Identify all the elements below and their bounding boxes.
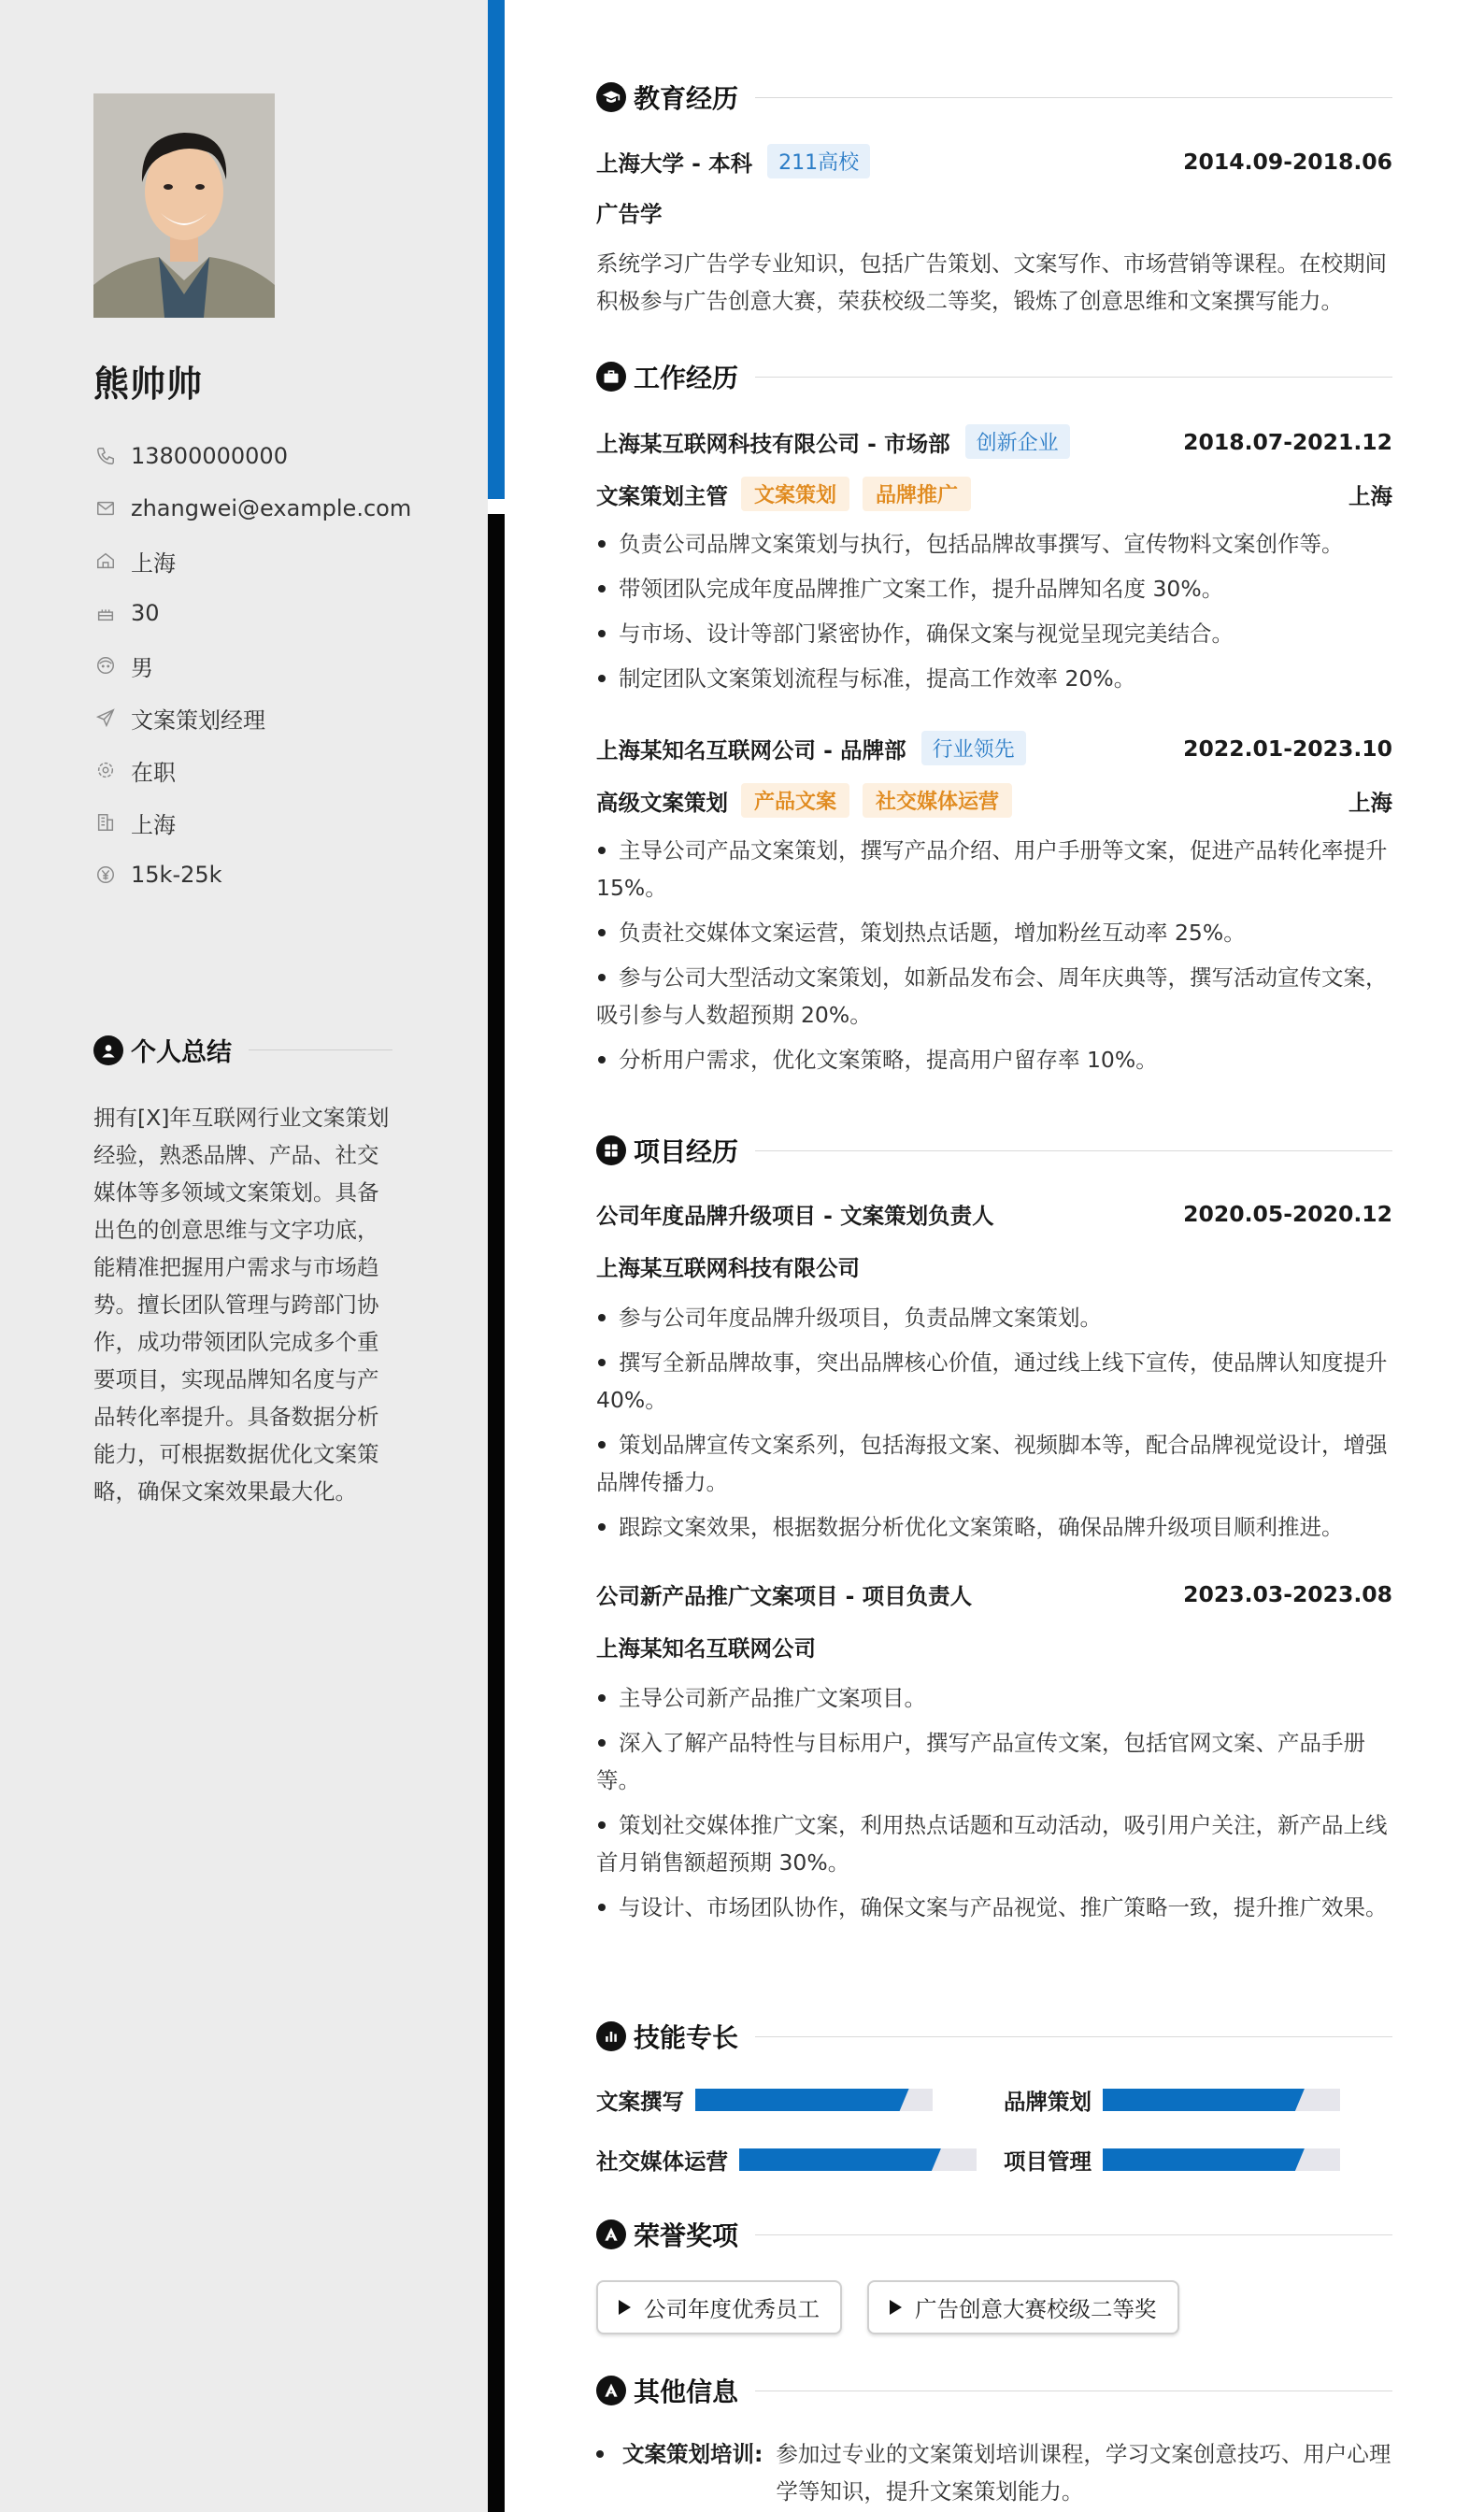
list-item: 与市场、设计等部门紧密协作，确保文案与视觉呈现完美结合。 xyxy=(596,615,1392,652)
skill-bar xyxy=(695,2089,933,2111)
project-2-company-row xyxy=(596,1631,1392,1663)
list-item: 策划社交媒体推广文案，利用热点话题和互动活动，吸引用户关注，新产品上线首月销售额超预期 30%。 xyxy=(596,1812,1388,1876)
list-item: 参与公司年度品牌升级项目，负责品牌文案策划。 xyxy=(596,1299,1392,1336)
project-1-company-row xyxy=(596,1250,1392,1282)
award-chip[interactable] xyxy=(867,2280,1179,2334)
job-2-city: 上海 xyxy=(1348,789,1392,816)
job-1-city: 上海 xyxy=(1348,482,1392,509)
phone-value[interactable]: 13800000000 xyxy=(131,443,288,469)
list-item: 分析用户需求，优化文案策略，提高用户留存率 10%。 xyxy=(596,1041,1392,1078)
phone-icon xyxy=(93,444,118,468)
bar-chart-icon xyxy=(596,2021,626,2051)
mail-icon xyxy=(93,496,118,521)
info-gender xyxy=(93,639,467,692)
city-value: 上海 xyxy=(131,811,176,838)
summary-text: 拥有[X]年互联网行业文案策划经验，熟悉品牌、产品、社交媒体等多领域文案策划。具备出色的创意思维与文字功底，能精准把握用户需求与市场趋势。擅长团队管理与跨部门协作，成功带领团队完成多个重要项目，实现品牌知名度与产品转化率提升。具备数据分析能力，可根据数据优化文案策略，确保文案效果最大化。 xyxy=(93,1105,390,1505)
education-date: 2014.09-2018.06 xyxy=(1183,148,1392,175)
skills-divider xyxy=(755,2036,1392,2037)
skill-label: 项目管理 xyxy=(1004,2148,1092,2175)
status-icon xyxy=(93,758,118,782)
list-item: 负责公司品牌文案策划与执行，包括品牌故事撰写、宣传物料文案创作等。 xyxy=(596,525,1392,563)
skill-bar xyxy=(1103,2089,1340,2111)
candidate-name: 熊帅帅 xyxy=(93,364,204,405)
list-item: 策划品牌宣传文案系列，包括海报文案、视频脚本等，配合品牌视觉设计，增强品牌传播力。 xyxy=(596,1432,1388,1495)
salary-value: 15k-25k xyxy=(131,862,222,888)
info-position xyxy=(93,692,467,744)
other-heading xyxy=(596,2372,1392,2409)
list-item: 撰写全新品牌故事，突出品牌核心价值，通过线上线下宣传，使品牌认知度提升 40%。 xyxy=(596,1349,1388,1413)
info-location xyxy=(93,535,467,587)
projects-divider xyxy=(755,1150,1392,1151)
project-1-date: 2020.05-2020.12 xyxy=(1183,1201,1392,1227)
job-1-skill-tag: 文案策划 xyxy=(741,477,849,511)
job-1-bullets xyxy=(596,525,1392,705)
job-1-date: 2018.07-2021.12 xyxy=(1183,428,1392,455)
job-2-date: 2022.01-2023.10 xyxy=(1183,735,1392,762)
skill-item xyxy=(1004,2144,1340,2176)
school-tag: 211高校 xyxy=(767,144,870,178)
school-name: 上海大学 - 本科 xyxy=(596,150,753,177)
project-1-header xyxy=(596,1198,1392,1230)
education-heading xyxy=(596,78,1392,116)
work-divider xyxy=(755,377,1392,378)
position-value: 文案策划经理 xyxy=(131,706,265,734)
accent-bar-black xyxy=(488,514,505,2512)
major-row xyxy=(596,196,1392,228)
email-value[interactable]: zhangwei@example.com xyxy=(131,495,412,521)
grid-icon xyxy=(596,1135,626,1165)
awards-heading xyxy=(596,2216,1392,2253)
info-salary xyxy=(93,849,467,901)
education-title: 教育经历 xyxy=(634,83,739,114)
job-1-role-row xyxy=(596,477,1392,511)
skills-heading xyxy=(596,2018,1392,2055)
list-item: 带领团队完成年度品牌推广文案工作，提升品牌知名度 30%。 xyxy=(596,570,1392,607)
age-value: 30 xyxy=(131,600,160,626)
awards-divider xyxy=(755,2234,1392,2235)
list-item: 负责社交媒体文案运营，策划热点话题，增加粉丝互动率 25%。 xyxy=(596,914,1392,951)
play-triangle-icon xyxy=(619,2300,631,2315)
education-divider xyxy=(755,97,1392,98)
job-1-header xyxy=(596,424,1392,459)
award-icon xyxy=(596,2219,626,2249)
job-2-header xyxy=(596,731,1392,765)
building-icon xyxy=(93,810,118,835)
award-label: 广告创意大赛校级二等奖 xyxy=(915,2296,1157,2322)
list-item: 与设计、市场团队协作，确保文案与产品视觉、推广策略一致，提升推广效果。 xyxy=(596,1889,1392,1926)
job-2-role-row xyxy=(596,783,1392,818)
project-2-date: 2023.03-2023.08 xyxy=(1183,1581,1392,1607)
skill-item xyxy=(596,2084,933,2116)
job-2-skill-tag: 社交媒体运营 xyxy=(863,783,1012,818)
skill-fill xyxy=(695,2089,909,2111)
location-value: 上海 xyxy=(131,550,176,577)
list-item: 制定团队文案策划流程与标准，提高工作效率 20%。 xyxy=(596,660,1392,697)
project-1-company: 上海某互联网科技有限公司 xyxy=(596,1255,860,1281)
job-2-role: 高级文案策划 xyxy=(596,789,728,816)
project-2-company: 上海某知名互联网公司 xyxy=(596,1635,816,1662)
bullet-dot xyxy=(596,2450,604,2458)
gender-value: 男 xyxy=(131,654,153,681)
briefcase-icon xyxy=(596,362,626,392)
list-item: 深入了解产品特性与目标用户，撰写产品宣传文案，包括官网文案、产品手册等。 xyxy=(596,1730,1365,1793)
project-1-bullets xyxy=(596,1299,1392,1553)
send-icon xyxy=(93,706,118,730)
skill-bar xyxy=(1103,2148,1340,2171)
project-1-name: 公司年度品牌升级项目 - 文案策划负责人 xyxy=(596,1203,994,1229)
skill-label: 文案撰写 xyxy=(596,2089,684,2115)
project-2-name: 公司新产品推广文案项目 - 项目负责人 xyxy=(596,1583,973,1609)
projects-heading xyxy=(596,1132,1392,1169)
summary-heading xyxy=(93,1032,392,1068)
status-value: 在职 xyxy=(131,759,176,786)
info-status xyxy=(93,744,467,796)
profile-photo xyxy=(93,93,275,318)
job-2-skill-tag: 产品文案 xyxy=(741,783,849,818)
skill-item xyxy=(1004,2084,1340,2116)
skill-fill xyxy=(1103,2148,1305,2171)
award-chip[interactable] xyxy=(596,2280,842,2334)
list-item: 跟踪文案效果，根据数据分析优化文案策略，确保品牌升级项目顺利推进。 xyxy=(596,1508,1392,1546)
other-item xyxy=(596,2435,1392,2510)
award-label: 公司年度优秀员工 xyxy=(644,2296,820,2322)
play-triangle-icon xyxy=(890,2300,902,2315)
sidebar xyxy=(0,0,488,2512)
yen-icon xyxy=(93,863,118,887)
job-1-company: 上海某互联网科技有限公司 - 市场部 xyxy=(596,430,950,457)
info-city xyxy=(93,796,467,849)
major: 广告学 xyxy=(596,201,663,227)
other-key: 文案策划培训: xyxy=(622,2441,763,2467)
job-1-role: 文案策划主管 xyxy=(596,482,728,509)
work-heading xyxy=(596,358,1392,395)
face-icon xyxy=(93,653,118,678)
info-email xyxy=(93,482,467,535)
user-icon xyxy=(93,1035,123,1065)
graduation-cap-icon xyxy=(596,82,626,112)
contact-info-list xyxy=(93,430,467,901)
skills-title: 技能专长 xyxy=(634,2022,739,2053)
skill-fill xyxy=(739,2148,941,2171)
skill-label: 品牌策划 xyxy=(1004,2089,1092,2115)
job-2-tag: 行业领先 xyxy=(921,731,1026,765)
education-description: 系统学习广告学专业知识，包括广告策划、文案写作、市场营销等课程。在校期间积极参与广告创意大赛，荣获校级二等奖，锻炼了创意思维和文案撰写能力。 xyxy=(596,250,1387,314)
work-title: 工作经历 xyxy=(634,363,739,393)
job-1-tag: 创新企业 xyxy=(965,424,1070,459)
other-title: 其他信息 xyxy=(634,2376,739,2407)
list-item: 主导公司新产品推广文案项目。 xyxy=(596,1679,1392,1717)
project-2-bullets xyxy=(596,1679,1392,1934)
job-2-company: 上海某知名互联网公司 - 品牌部 xyxy=(596,736,906,764)
list-item: 参与公司大型活动文案策划，如新品发布会、周年庆典等，撰写活动宣传文案，吸引参与人数超预期 20%。 xyxy=(596,964,1388,1028)
project-2-header xyxy=(596,1578,1392,1610)
home-icon xyxy=(93,549,118,573)
awards-title: 荣誉奖项 xyxy=(634,2220,739,2251)
summary-divider xyxy=(249,1049,392,1050)
cake-icon xyxy=(93,601,118,625)
projects-title: 项目经历 xyxy=(634,1136,739,1167)
skill-fill xyxy=(1103,2089,1305,2111)
info-phone xyxy=(93,430,467,482)
skill-label: 社交媒体运营 xyxy=(596,2148,728,2175)
info-age xyxy=(93,587,467,639)
other-value: 参加过专业的文案策划培训课程，学习文案创意技巧、用户心理学等知识，提升文案策划能力。 xyxy=(776,2441,1391,2505)
info-icon xyxy=(596,2376,626,2405)
education-row xyxy=(596,144,1392,178)
accent-bar-blue xyxy=(488,0,505,499)
list-item: 主导公司产品文案策划，撰写产品介绍、用户手册等文案，促进产品转化率提升 15%。 xyxy=(596,837,1388,901)
skill-bar xyxy=(739,2148,977,2171)
skill-item xyxy=(596,2144,977,2176)
job-2-bullets xyxy=(596,832,1392,1086)
summary-title: 个人总结 xyxy=(131,1038,232,1067)
job-1-skill-tag: 品牌推广 xyxy=(863,477,971,511)
